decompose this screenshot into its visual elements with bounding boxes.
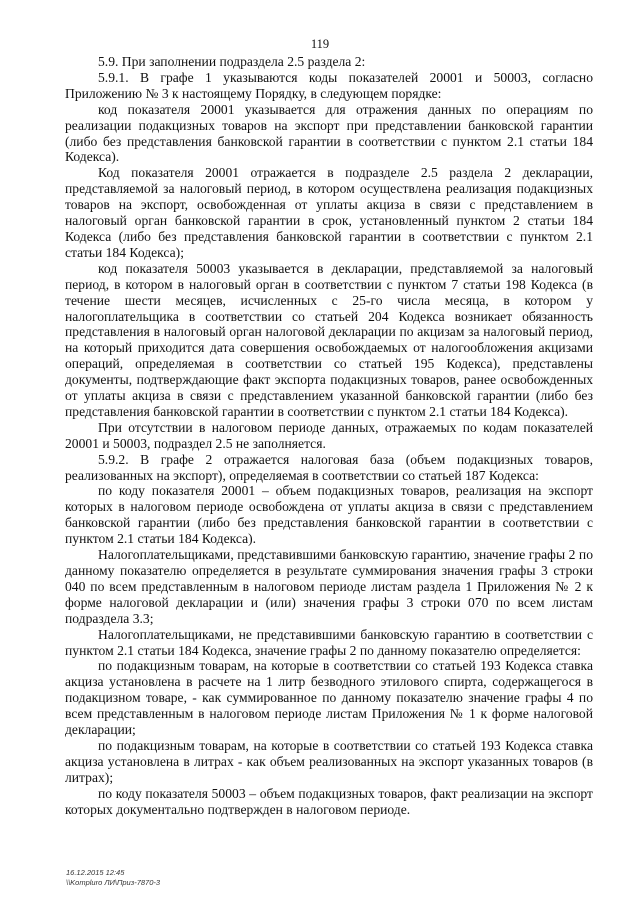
- paragraph-without-guarantee: Налогоплательщиками, не представившими банковскую гарантию в соответствии с пунктом 2.1 статьи 184 Кодекса, значение графы 2 по данному показателю определяется:: [65, 626, 593, 658]
- paragraph-code-20001-reflection: Код показателя 20001 отражается в подразделе 2.5 раздела 2 декларации, представляемой за налоговый период, в котором осуществлена реализация подакцизных товаров на экспорт, освобожденная от уплаты акциза в связи с представлением в налоговый орган банковской гарантии в срок, установленный пунктом 2 статьи 184 Кодекса (либо без представления банковской гарантии в соответствии с пунктом 2.1 статьи 184 Кодекса);: [65, 165, 593, 260]
- paragraph-with-guarantee: Налогоплательщиками, представившими банковскую гарантию, значение графы 2 по данному показателю определяется в результате суммирования значения графы 3 строки 040 по всем представленным в налоговом периоде листам раздела 1 Приложения № 2 к форме налоговой декларации и (или) значения графы 3 строки 070 по всем листам подраздела 3.3;: [65, 547, 593, 626]
- paragraph-liters: по подакцизным товарам, на которые в соответствии со статьей 193 Кодекса ставка акциза установлена в литрах - как объем реализованных на экспорт указанных товаров (в литрах);: [65, 737, 593, 785]
- document-footer: [66, 868, 160, 887]
- paragraph-no-data: При отсутствии в налоговом периоде данных, отражаемых по кодам показателей 20001 и 50003, подраздел 2.5 не заполняется.: [65, 419, 593, 451]
- page-number: 119: [310, 37, 330, 51]
- footer-timestamp: 16.12.2015 12:45: [66, 868, 125, 877]
- paragraph-anhydrous-spirit: по подакцизным товарам, на которые в соответствии со статьей 193 Кодекса ставка акциза установлена в расчете на 1 литр безводного этилового спирта, содержащегося в подакцизном товаре, - как суммированное по данному показателю значение графы 4 по всем представленным в налоговом периоде листам Приложения № 1 к форме налоговой декларации;: [65, 658, 593, 738]
- paragraph-code-20001: код показателя 20001 указывается для отражения данных по операциям по реализации подакцизных товаров на экспорт при представлении банковской гарантии (либо без представления банковской гарантии в соответствии с пунктом 2.1 статьи 184 Кодекса).: [65, 101, 593, 165]
- paragraph-5-9: 5.9. При заполнении подраздела 2.5 раздела 2:: [98, 54, 366, 69]
- paragraph-code-50003-volume: по коду показателя 50003 – объем подакцизных товаров, факт реализации на экспорт которых документально подтвержден в налоговом периоде.: [65, 785, 593, 817]
- paragraph-5-9-1: 5.9.1. В графе 1 указываются коды показателей 20001 и 50003, согласно Приложению № 3 к настоящему Порядку, в следующем порядке:: [65, 69, 593, 101]
- paragraph-code-20001-volume: по коду показателя 20001 – объем подакцизных товаров, реализация на экспорт которых в налоговом периоде освобождена от уплаты акциза в связи с представлением банковской гарантии (либо без представления банковской гарантии в соответствии с пунктом 2.1 статьи 184 Кодекса).: [65, 483, 593, 547]
- document-body: [65, 54, 593, 818]
- footer-file-path: \\Kompluro ЛИ\Приз-7870-3: [66, 877, 161, 887]
- paragraph-5-9-2: 5.9.2. В графе 2 отражается налоговая база (объем подакцизных товаров, реализованных на экспорт), определяемая в соответствии со статьей 187 Кодекса:: [65, 451, 593, 483]
- paragraph-code-50003: код показателя 50003 указывается в декларации, представляемой за налоговый период, в котором в налоговый орган в соответствии с пунктом 7 статьи 198 Кодекса (в течение шести месяцев, исчисленных с 25-го числа месяца, в котором у налогоплательщика в соответствии со статьей 204 Кодекса возникает обязанность представления в налоговый орган налоговой декларации по акцизам за налоговый период, на который приходится дата совершения освобождаемых от налогообложения акцизами операций, определяемая в соответствии со статьей 195 Кодекса), представлены документы, подтверждающие факт экспорта подакцизных товаров, ранее освобожденных от уплаты акциза в связи с представлением указанной банковской гарантии (либо без представления банковской гарантии в соответствии с пунктом 2.1 статьи 184 Кодекса).: [65, 260, 593, 419]
